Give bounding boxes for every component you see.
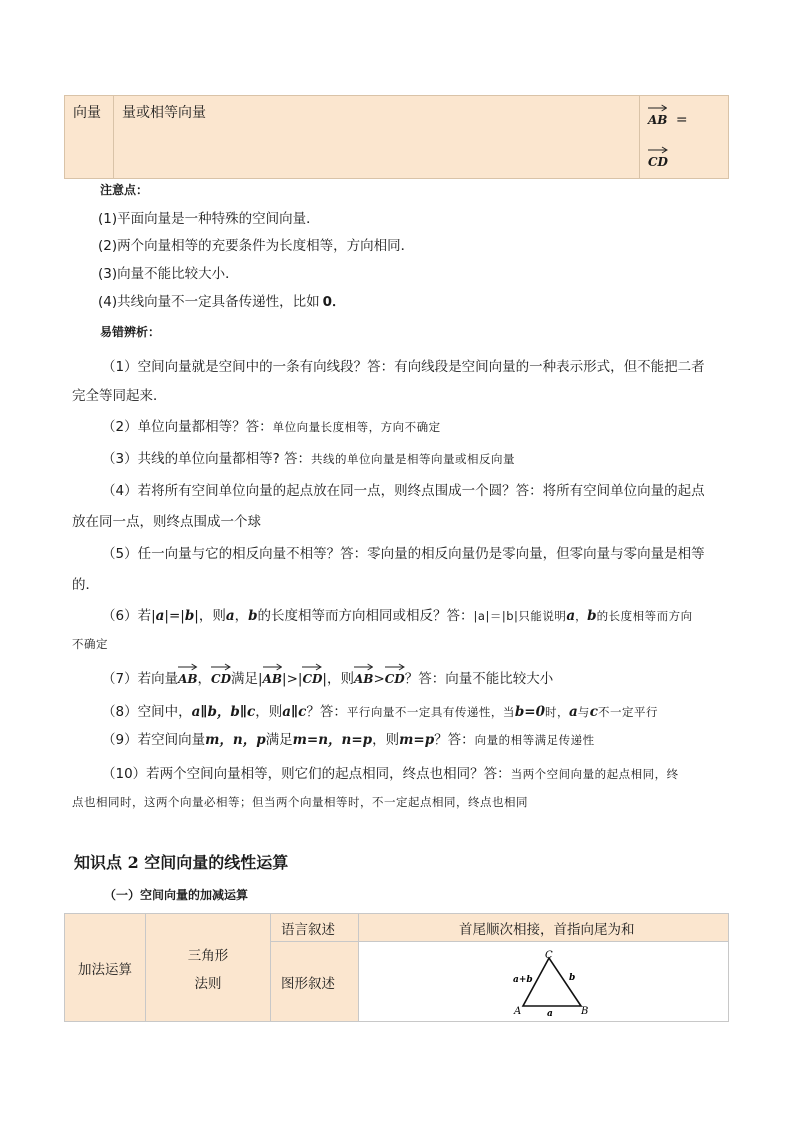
notes-title: 注意点： (100, 183, 149, 197)
equals-sign: = (675, 112, 688, 128)
top-table (64, 95, 729, 179)
error-1-line-1: （1）空间向量就是空间中的一条有向线段？答：有向线段是空间向量的一种表示形式，但不能把二者 (102, 359, 705, 375)
lang-text: 首尾顺次相接，首指向尾为和 (359, 914, 729, 942)
triangle-figure (511, 948, 591, 1016)
section-subtitle: （一）空间向量的加减运算 (104, 888, 249, 902)
lang-label: 语言叙述 (271, 914, 359, 942)
error-1-line-2: 完全等同起来． (72, 388, 167, 404)
label-A: A (514, 1005, 522, 1016)
errors-title: 易错辨析： (100, 325, 161, 339)
top-table-cell-3 (640, 96, 729, 179)
label-b: b (569, 972, 576, 983)
fig-label: 图形叙述 (271, 942, 359, 1022)
fig-cell (359, 942, 729, 1022)
vector-cd: CD (648, 155, 668, 169)
rule-line-2: 法则 (194, 975, 222, 992)
error-9: （9）若空间向量m，n，p满足m=n，n=p，则m=p？答：向量的相等满足传递性 (102, 732, 595, 748)
rule-line-1: 三角形 (187, 947, 229, 964)
label-a-plus-b: a+b (513, 974, 533, 985)
addition-table (64, 913, 729, 1022)
error-6-line-1: （6）若|a|=|b|，则a，b的长度相等而方向相同或相反？答：|a|＝|b|只能说明a，b的长度相等而方向 (102, 608, 693, 624)
rule-cell (146, 914, 271, 1022)
error-3: （3）共线的单位向量都相等? 答：共线的单位向量是相等向量或相反向量 (102, 451, 516, 467)
note-1: (1)平面向量是一种特殊的空间向量． (98, 211, 320, 227)
top-table-cell-1: 向量 (65, 96, 114, 179)
note-2: (2)两个向量相等的充要条件为长度相等，方向相同． (98, 238, 415, 254)
section-title: 知识点 2 空间向量的线性运算 (74, 853, 289, 872)
error-2: （2）单位向量都相等？答：单位向量长度相等，方向不确定 (102, 419, 441, 435)
error-10-line-2: 点也相同时，这两个向量必相等；但当两个向量相等时，不一定起点相同，终点也相同 (72, 795, 528, 809)
op-cell: 加法运算 (65, 914, 146, 1022)
error-7: （7）若向量 AB， CD满足| AB|>| CD|，则 AB> CD？答：向量不能比较大小 (102, 667, 553, 687)
error-4-line-2: 放在同一点，则终点围成一个球 (72, 514, 261, 530)
error-10-line-1: （10）若两个空间向量相等，则它们的起点相同，终点也相同？答：当两个空间向量的起点相同，终 (102, 766, 679, 782)
label-B: B (581, 1005, 589, 1016)
label-C: C (545, 949, 553, 961)
label-a: a (547, 1008, 553, 1016)
note-3: (3)向量不能比较大小． (98, 266, 239, 282)
error-8: （8）空间中，a∥b，b∥c，则a∥c？答：平行向量不一定具有传递性，当b=0时，a与c不一定平行 (102, 704, 658, 720)
vector-ab: AB (648, 113, 667, 127)
error-6-line-2: 不确定 (72, 637, 108, 651)
error-4-line-1: （4）若将所有空间单位向量的起点放在同一点，则终点围成一个圆？答：将所有空间单位向量的起点 (102, 483, 705, 499)
error-5-line-1: （5）任一向量与它的相反向量不相等？答：零向量的相反向量仍是零向量，但零向量与零向量是相等 (102, 546, 705, 562)
error-5-line-2: 的． (72, 577, 99, 593)
top-table-cell-2: 量或相等向量 (114, 96, 640, 179)
note-4: (4)共线向量不一定具备传递性，比如 0． (98, 294, 346, 310)
